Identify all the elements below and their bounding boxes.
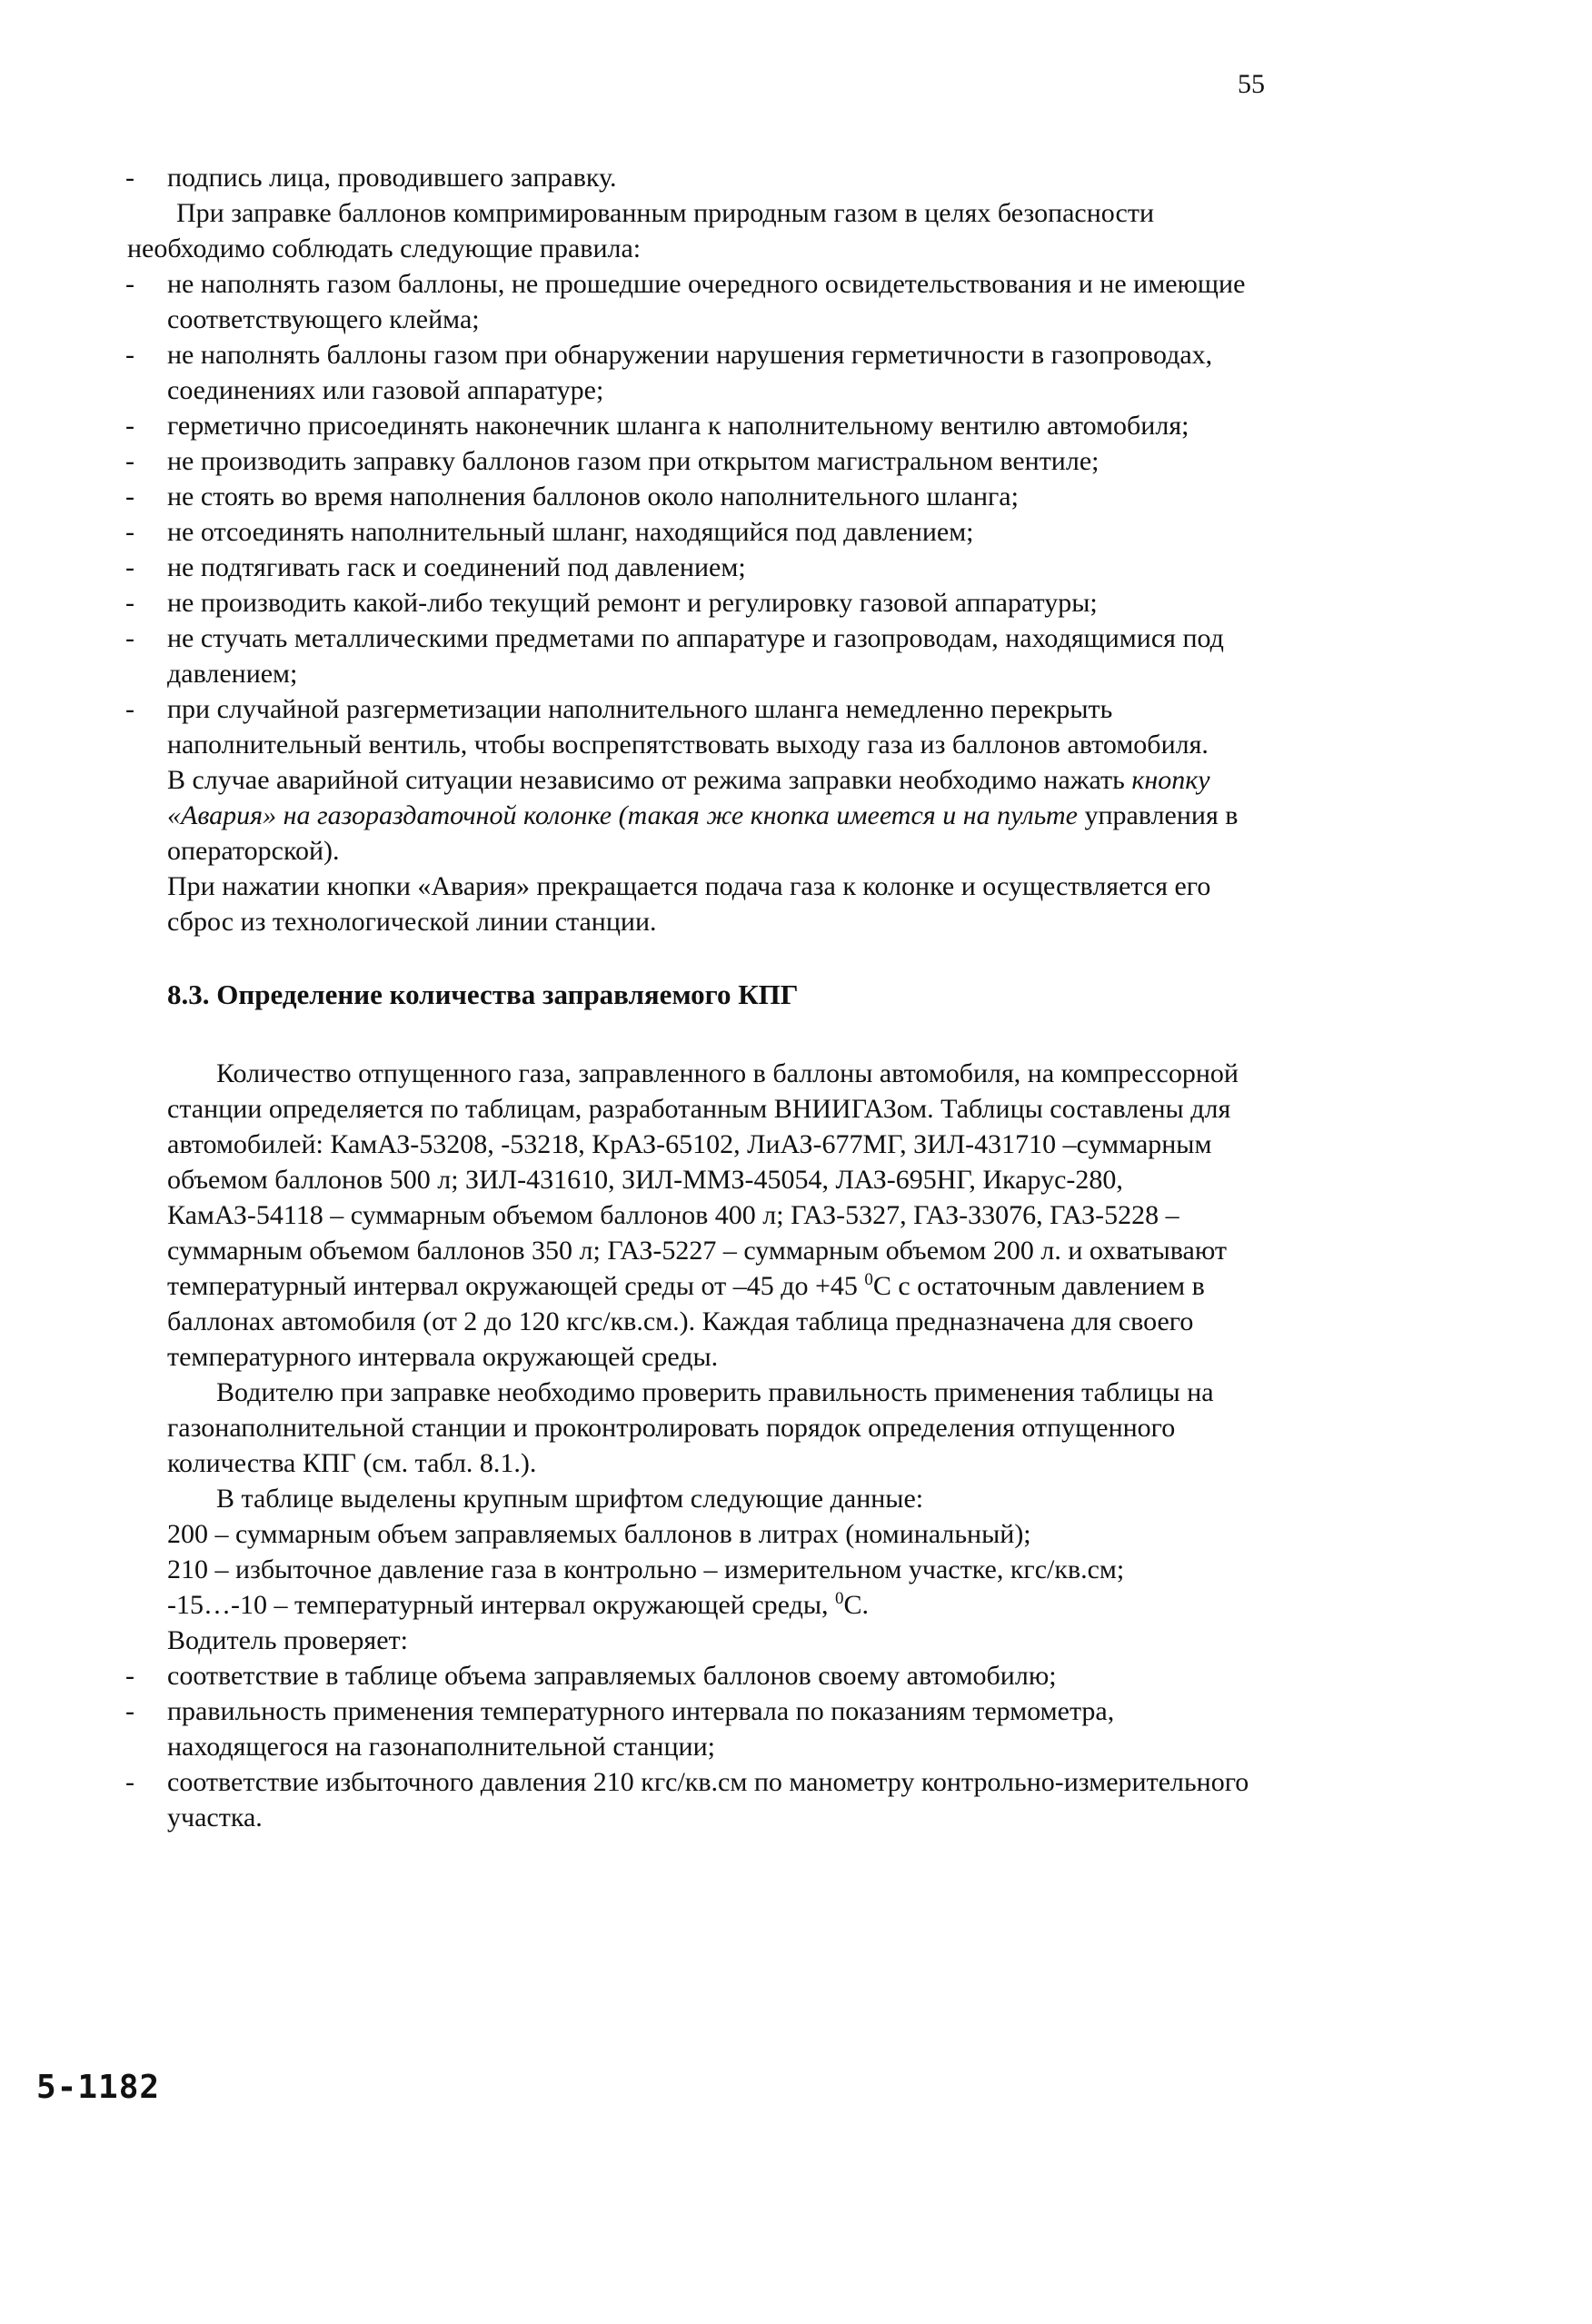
list-item: - герметично присоединять наконечник шланга к наполнительному вентилю автомобиля; — [125, 411, 1189, 441]
dash-bullet: - — [125, 163, 134, 193]
driver-checks-label: Водитель проверяет: — [167, 1625, 408, 1655]
emergency-paragraph: В случае аварийной ситуации независимо от режима заправки необходимо нажать кнопку «Авария» на газораздаточной колонке (такая же кнопка имеется и на пульте управления в операторской). — [167, 765, 1239, 866]
list-item-text: не производить какой-либо текущий ремонт и регулировку газовой аппаратуры; — [167, 588, 1098, 618]
document-body — [127, 160, 1281, 1835]
list-item: - не стучать металлическими предметами по аппаратуре и газопроводам, находящимися под давлением; — [125, 623, 1224, 689]
section-heading: 8.3. Определение количества заправляемого КПГ — [167, 978, 799, 1010]
list-item-text: соответствие в таблице объема заправляемых баллонов своему автомобилю; — [167, 1661, 1057, 1691]
list-item-text: не наполнять газом баллоны, не прошедшие очередного освидетельствования и не имеющие соответствующего клейма; — [167, 269, 1246, 334]
list-item-text: не производить заправку баллонов газом при открытом магистральном вентиле; — [167, 446, 1099, 476]
list-item — [125, 160, 1281, 195]
section-body — [125, 1056, 1281, 1835]
line-200: 200 – суммарным объем заправляемых баллонов в литрах (номинальный); — [167, 1519, 1031, 1549]
list-item-text: правильность применения температурного интервала по показаниям термометра, находящегося на газонаполнительной станции; — [167, 1696, 1115, 1762]
list-item-text: не стоять во время наполнения баллонов около наполнительного шланга; — [167, 482, 1019, 511]
document-code: 5-1182 — [36, 2069, 161, 2106]
list-item: - правильность применения температурного интервала по показаниям термометра, находящегося на газонаполнительной станции; — [125, 1696, 1115, 1762]
emergency-button-paragraph: При нажатии кнопки «Авария» прекращается подача газа к колонке и осуществляется его сброс из технологической линии станции. — [167, 871, 1211, 937]
list-item-text: не подтягивать гаск и соединений под давлением; — [167, 552, 746, 582]
quantity-paragraph: Количество отпущенного газа, заправленного в баллоны автомобиля, на компрессорной станции определяется по таблицам, разработанным ВНИИГАЗом. Таблицы составлены для автомобилей: КамАЗ-53208, -53218, КрАЗ-65102, ЛиАЗ-677МГ, ЗИЛ-431710 –суммарным объемом баллонов 500 л; ЗИЛ-431610, ЗИЛ-ММЗ-45054, ЛАЗ-695НГ, Икарус-280, КамАЗ-54118 – суммарным объемом баллонов 400 л; ГАЗ-5327, ГАЗ-33076, ГАЗ-5228 – суммарным объемом баллонов 350 л; ГАЗ-5227 – суммарным объемом 200 л. и охватывают температурный интервал окружающей среды от –45 до +45 $^0$С с остаточным давлением в баллонах автомобиля (от 2 до 120 кгс/кв.см.). Каждая таблица предназначена для своего температурного интервала окружающей среды. — [167, 1058, 1239, 1372]
list-item: - при случайной разгерметизации наполнительного шланга немедленно перекрыть наполнительный вентиль, чтобы воспрепятствовать выходу газа из баллонов автомобиля. — [125, 694, 1209, 760]
list-item: - не наполнять баллоны газом при обнаружении нарушения герметичности в газопроводах, соединениях или газовой аппаратуре; — [125, 340, 1213, 405]
list-item-text: не наполнять баллоны газом при обнаружении нарушения герметичности в газопроводах, соединениях или газовой аппаратуре; — [167, 340, 1213, 405]
list-item: - не отсоединять наполнительный шланг, находящийся под давлением; — [125, 517, 974, 547]
list-item: - не производить заправку баллонов газом при открытом магистральном вентиле; — [125, 446, 1099, 476]
list-item: - не подтягивать гаск и соединений под давлением; — [125, 552, 746, 582]
list-item-text: при случайной разгерметизации наполнительного шланга немедленно перекрыть наполнительный вентиль, чтобы воспрепятствовать выходу газа из баллонов автомобиля. — [167, 694, 1209, 760]
table-data-intro: В таблице выделены крупным шрифтом следующие данные: — [216, 1484, 924, 1514]
intro-paragraph: При заправке баллонов компримированным природным газом в целях безопасности необходимо соблюдать следующие правила: — [127, 198, 1155, 263]
list-item-text: герметично присоединять наконечник шланга к наполнительному вентилю автомобиля; — [167, 411, 1189, 441]
top-list — [125, 160, 1281, 195]
driver-paragraph: Водителю при заправке необходимо проверить правильность применения таблицы на газонаполнительной станции и проконтролировать порядок определения отпущенного количества КПГ (см. табл. 8.1.). — [167, 1377, 1214, 1478]
list-item-text: подпись лица, проводившего заправку. — [167, 163, 617, 193]
list-item-text: не стучать металлическими предметами по аппаратуре и газопроводам, находящимися под давлением; — [167, 623, 1224, 689]
list-item-text: не отсоединять наполнительный шланг, находящийся под давлением; — [167, 517, 974, 547]
list-item: - не производить какой-либо текущий ремонт и регулировку газовой аппаратуры; — [125, 588, 1098, 618]
line-temperature: -15…-10 – температурный интервал окружающей среды, $^0$С. — [167, 1589, 870, 1620]
list-item: - соответствие избыточного давления 210 кгс/кв.см по манометру контрольно-измерительного участка. — [125, 1767, 1249, 1832]
list-item: - соответствие в таблице объема заправляемых баллонов своему автомобилю; — [125, 1661, 1057, 1691]
driver-checks-list — [125, 1658, 1281, 1835]
list-item: - не наполнять газом баллоны, не прошедшие очередного освидетельствования и не имеющие соответствующего клейма; — [125, 269, 1246, 334]
safety-rules-list — [125, 266, 1281, 1012]
page-number: 55 — [1238, 69, 1265, 99]
list-item: - не стоять во время наполнения баллонов около наполнительного шланга; — [125, 482, 1019, 511]
line-210: 210 – избыточное давление газа в контрольно – измерительном участке, кгс/кв.см; — [167, 1554, 1125, 1584]
list-item-text: соответствие избыточного давления 210 кгс/кв.см по манометру контрольно-измерительного участка. — [167, 1767, 1249, 1832]
